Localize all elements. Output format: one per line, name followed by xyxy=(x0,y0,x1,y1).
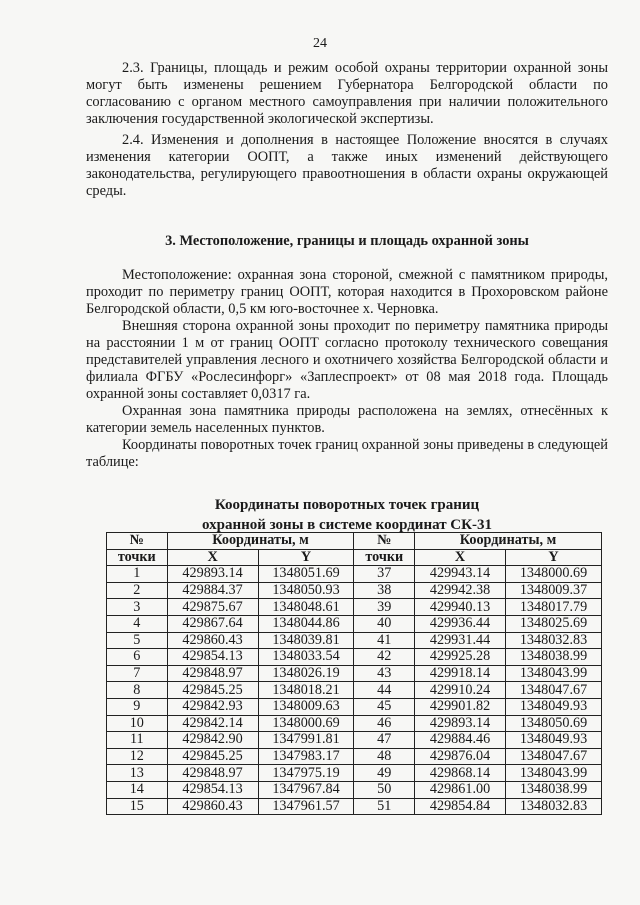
point-num-left: 9 xyxy=(107,698,168,715)
point-num-right: 39 xyxy=(354,599,415,616)
y-right: 1348017.79 xyxy=(506,599,602,616)
table-body xyxy=(107,566,602,815)
x-left: 429860.43 xyxy=(167,798,258,815)
paragraph-2-3: 2.3. Границы, площадь и режим особой охраны территории охранной зоны могут быть изменены решением Губернатора Белгородской области по согласованию с органом местного самоуправления при наличии положительного заключения государственной экологической экспертизы. xyxy=(86,60,608,127)
y-left: 1348050.93 xyxy=(258,582,354,599)
point-num-left: 4 xyxy=(107,615,168,632)
section-heading: 3. Местоположение, границы и площадь охранной зоны xyxy=(165,233,529,249)
coordinates-table xyxy=(106,532,602,815)
paragraph-location: Местоположение: охранная зона стороной, смежной с памятником природы, проходит по периметру границ ООПТ, которая находится в Прохоровском районе Белгородской области, 0,5 км юго-восточнее х. Черновка. xyxy=(86,267,608,317)
point-num-right: 38 xyxy=(354,582,415,599)
table-row xyxy=(107,748,602,765)
table-row xyxy=(107,715,602,732)
y-right: 1348038.99 xyxy=(506,781,602,798)
point-num-left: 13 xyxy=(107,765,168,782)
x-left: 429845.25 xyxy=(167,748,258,765)
header-point-left: точки xyxy=(107,549,168,566)
x-left: 429860.43 xyxy=(167,632,258,649)
y-right: 1348043.99 xyxy=(506,665,602,682)
document-body xyxy=(86,60,608,535)
x-left: 429842.93 xyxy=(167,698,258,715)
y-right: 1348032.83 xyxy=(506,632,602,649)
point-num-right: 45 xyxy=(354,698,415,715)
y-left: 1348000.69 xyxy=(258,715,354,732)
table-row xyxy=(107,599,602,616)
point-num-right: 48 xyxy=(354,748,415,765)
table-row xyxy=(107,798,602,815)
y-right: 1348050.69 xyxy=(506,715,602,732)
y-right: 1348043.99 xyxy=(506,765,602,782)
table-row xyxy=(107,765,602,782)
x-left: 429854.13 xyxy=(167,781,258,798)
header-point-right: точки xyxy=(354,549,415,566)
y-left: 1347967.84 xyxy=(258,781,354,798)
y-right: 1348038.99 xyxy=(506,649,602,666)
header-coords-right: Координаты, м xyxy=(415,533,602,550)
y-left: 1347991.81 xyxy=(258,732,354,749)
table-title xyxy=(86,495,608,535)
point-num-right: 42 xyxy=(354,649,415,666)
y-left: 1347975.19 xyxy=(258,765,354,782)
x-right: 429943.14 xyxy=(415,566,506,583)
point-num-right: 46 xyxy=(354,715,415,732)
x-right: 429942.38 xyxy=(415,582,506,599)
x-left: 429854.13 xyxy=(167,649,258,666)
x-right: 429925.28 xyxy=(415,649,506,666)
point-num-left: 12 xyxy=(107,748,168,765)
y-left: 1348009.63 xyxy=(258,698,354,715)
table-subheader-row xyxy=(107,549,602,566)
x-right: 429936.44 xyxy=(415,615,506,632)
header-y-right: Y xyxy=(506,549,602,566)
point-num-left: 1 xyxy=(107,566,168,583)
y-right: 1348025.69 xyxy=(506,615,602,632)
table-title-line-1: Координаты поворотных точек границ xyxy=(214,497,480,513)
point-num-left: 8 xyxy=(107,682,168,699)
y-right: 1348047.67 xyxy=(506,748,602,765)
y-left: 1348039.81 xyxy=(258,632,354,649)
table-row xyxy=(107,732,602,749)
x-right: 429854.84 xyxy=(415,798,506,815)
point-num-left: 3 xyxy=(107,599,168,616)
y-left: 1348033.54 xyxy=(258,649,354,666)
y-left: 1348018.21 xyxy=(258,682,354,699)
table-row xyxy=(107,632,602,649)
table-title-line-2: охранной зоны в системе координат СК-31 xyxy=(201,517,493,533)
x-right: 429918.14 xyxy=(415,665,506,682)
table-row xyxy=(107,698,602,715)
y-right: 1348032.83 xyxy=(506,798,602,815)
x-left: 429884.37 xyxy=(167,582,258,599)
y-right: 1348049.93 xyxy=(506,732,602,749)
x-right: 429940.13 xyxy=(415,599,506,616)
x-right: 429868.14 xyxy=(415,765,506,782)
table-row xyxy=(107,665,602,682)
y-right: 1348047.67 xyxy=(506,682,602,699)
header-num-right: № xyxy=(354,533,415,550)
x-left: 429875.67 xyxy=(167,599,258,616)
point-num-left: 10 xyxy=(107,715,168,732)
point-num-right: 37 xyxy=(354,566,415,583)
point-num-right: 43 xyxy=(354,665,415,682)
point-num-right: 41 xyxy=(354,632,415,649)
table-row xyxy=(107,566,602,583)
point-num-left: 14 xyxy=(107,781,168,798)
point-num-left: 15 xyxy=(107,798,168,815)
table-row xyxy=(107,582,602,599)
y-right: 1348000.69 xyxy=(506,566,602,583)
table-header-row xyxy=(107,533,602,550)
x-right: 429876.04 xyxy=(415,748,506,765)
point-num-left: 5 xyxy=(107,632,168,649)
point-num-right: 51 xyxy=(354,798,415,815)
table-row xyxy=(107,682,602,699)
x-left: 429842.90 xyxy=(167,732,258,749)
table-row xyxy=(107,649,602,666)
header-x-right: X xyxy=(415,549,506,566)
point-num-left: 11 xyxy=(107,732,168,749)
x-left: 429848.97 xyxy=(167,665,258,682)
x-right: 429901.82 xyxy=(415,698,506,715)
header-coords-left: Координаты, м xyxy=(167,533,354,550)
x-right: 429884.46 xyxy=(415,732,506,749)
point-num-right: 44 xyxy=(354,682,415,699)
x-left: 429893.14 xyxy=(167,566,258,583)
point-num-right: 47 xyxy=(354,732,415,749)
y-left: 1347983.17 xyxy=(258,748,354,765)
y-left: 1348044.86 xyxy=(258,615,354,632)
paragraph-2-4: 2.4. Изменения и дополнения в настоящее Положение вносятся в случаях изменения категории ООПТ, а также иных изменений действующего законодательства, регулирующего правоотношения в области охраны окружающей среды. xyxy=(86,132,608,199)
x-right: 429893.14 xyxy=(415,715,506,732)
x-right: 429861.00 xyxy=(415,781,506,798)
page-number: 24 xyxy=(313,36,327,51)
point-num-left: 7 xyxy=(107,665,168,682)
y-left: 1348048.61 xyxy=(258,599,354,616)
x-left: 429848.97 xyxy=(167,765,258,782)
header-num-left: № xyxy=(107,533,168,550)
paragraph-coords-intro: Координаты поворотных точек границ охранной зоны приведены в следующей таблице: xyxy=(86,437,608,470)
paragraph-outer-side: Внешняя сторона охранной зоны проходит по периметру памятника природы на расстоянии 1 м от границ ООПТ согласно протоколу технического совещания представителей управления лесного и охотничего хозяйства Белгородской области и филиала ФГБУ «Рослесинфорг» «Заплеспроект» от 08 мая 2018 года. Площадь охранной зоны составляет 0,0317 га. xyxy=(86,318,608,402)
y-left: 1348026.19 xyxy=(258,665,354,682)
table-row xyxy=(107,781,602,798)
table-row xyxy=(107,615,602,632)
point-num-right: 40 xyxy=(354,615,415,632)
y-left: 1348051.69 xyxy=(258,566,354,583)
y-right: 1348009.37 xyxy=(506,582,602,599)
x-right: 429910.24 xyxy=(415,682,506,699)
x-left: 429867.64 xyxy=(167,615,258,632)
point-num-right: 49 xyxy=(354,765,415,782)
y-right: 1348049.93 xyxy=(506,698,602,715)
x-left: 429845.25 xyxy=(167,682,258,699)
header-y-left: Y xyxy=(258,549,354,566)
y-left: 1347961.57 xyxy=(258,798,354,815)
x-left: 429842.14 xyxy=(167,715,258,732)
point-num-right: 50 xyxy=(354,781,415,798)
header-x-left: X xyxy=(167,549,258,566)
paragraph-lands: Охранная зона памятника природы расположена на землях, отнесённых к категории земель населенных пунктов. xyxy=(86,403,608,436)
point-num-left: 2 xyxy=(107,582,168,599)
x-right: 429931.44 xyxy=(415,632,506,649)
point-num-left: 6 xyxy=(107,649,168,666)
